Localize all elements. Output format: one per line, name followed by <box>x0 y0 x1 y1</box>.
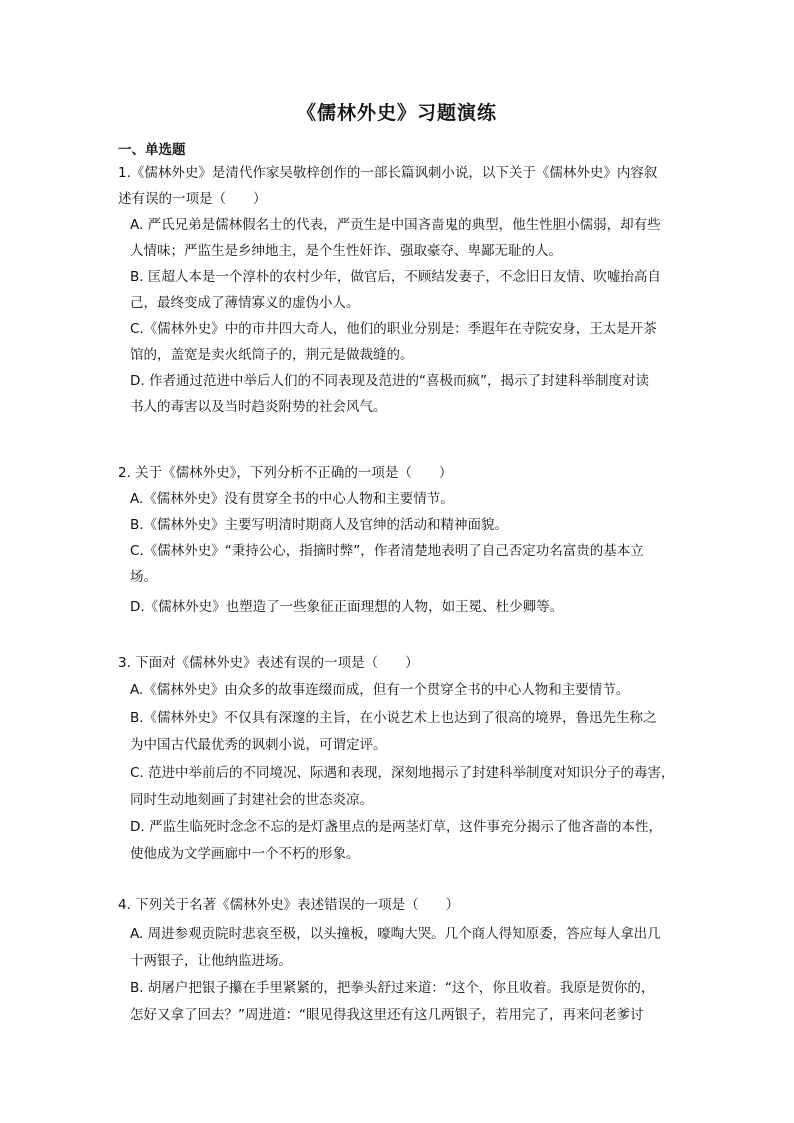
q3-option-a: A.《儒林外史》由众多的故事连缀而成，但有一个贯穿全书的中心人物和主要情节。 <box>130 682 630 698</box>
q2-option-c-line-2: 场。 <box>130 569 157 585</box>
q1-stem-line-2: 述有误的一项是（ ） <box>118 191 267 207</box>
document-title: 《儒林外史》习题演练 <box>296 102 497 124</box>
q4-option-a-line-1: A. 周进参观贡院时悲哀至极，以头撞板，嚎啕大哭。几个商人得知原委，答应每人拿出几 <box>130 926 661 942</box>
q2-option-b: B.《儒林外史》主要写明清时期商人及官绅的活动和精神面貌。 <box>130 517 509 533</box>
section-heading: 一、单选题 <box>118 142 186 158</box>
q1-option-d-line-2: 书人的毒害以及当时趋炎附势的社会风气。 <box>130 399 387 415</box>
q3-option-b-line-1: B.《儒林外史》不仅具有深邃的主旨，在小说艺术上也达到了很高的境界，鲁迅先生称之 <box>130 710 657 726</box>
q3-option-c-line-2: 同时生动地刻画了封建社会的世态炎凉。 <box>130 792 373 808</box>
q1-option-c-line-1: C.《儒林外史》中的市井四大奇人，他们的职业分别是：季遐年在寺院安身，王太是开茶 <box>130 321 657 337</box>
q2-stem: 2. 关于《儒林外史》，下列分析不正确的一项是（ ） <box>118 465 453 481</box>
q1-option-c-line-2: 馆的，盖宽是卖火纸筒子的，荆元是做裁缝的。 <box>130 347 414 363</box>
q1-option-a-line-1: A. 严氏兄弟是儒林假名士的代表，严贡生是中国吝啬鬼的典型，他生性胆小儒弱，却有些 <box>130 217 661 233</box>
q1-stem-line-1: 1.《儒林外史》是清代作家吴敬梓创作的一部长篇讽刺小说，以下关于《儒林外史》内容叙 <box>118 165 658 181</box>
q2-option-d: D.《儒林外史》也塑造了一些象征正面理想的人物，如王冕、杜少卿等。 <box>130 599 564 615</box>
q4-stem: 4. 下列关于名著《儒林外史》表述错误的一项是（ ） <box>118 897 460 913</box>
q3-option-d-line-2: 使他成为文学画廊中一个不朽的形象。 <box>130 846 360 862</box>
q3-option-c-line-1: C. 范进中举前后的不同境况、际遇和表现，深刻地揭示了封建科举制度对知识分子的毒害， <box>130 765 675 781</box>
q1-option-d-line-1: D. 作者通过范进中举后人们的不同表现及范进的“喜极而疯”，揭示了封建科举制度对读 <box>130 373 649 389</box>
q2-option-c-line-1: C.《儒林外史》“秉持公心，指摘时弊”，作者清楚地表明了自己否定功名富贵的基本立 <box>130 543 644 559</box>
q4-option-b-line-1: B. 胡屠户把银子攥在手里紧紧的，把拳头舒过来道：“这个，你且收着。我原是贺你的， <box>130 980 655 996</box>
q3-stem: 3. 下面对《儒林外史》表述有误的一项是（ ） <box>118 655 419 671</box>
q4-option-b-line-2: 怎好又拿了回去？”周进道：“眼见得我这里还有这几两银子，若用完了，再来问老爹讨 <box>130 1007 644 1023</box>
q1-option-b-line-2: 己，最终变成了薄情寡义的虚伪小人。 <box>130 295 360 311</box>
q3-option-d-line-1: D. 严监生临死时念念不忘的是灯盏里点的是两茎灯草，这件事充分揭示了他吝啬的本性， <box>130 819 662 835</box>
q4-option-a-line-2: 十两银子，让他纳监进场。 <box>130 953 292 969</box>
q1-option-a-line-2: 人情味；严监生是乡绅地主，是个生性奸诈、强取豪夺、卑鄙无耻的人。 <box>130 243 562 259</box>
q1-option-b-line-1: B. 匡超人本是一个淳朴的农村少年，做官后，不顾结发妻子，不念旧日友情、吹嘘抬高自 <box>130 269 661 285</box>
q3-option-b-line-2: 为中国古代最优秀的讽刺小说，可谓定评。 <box>130 737 387 753</box>
q2-option-a: A.《儒林外史》没有贯穿全书的中心人物和主要情节。 <box>130 491 454 507</box>
